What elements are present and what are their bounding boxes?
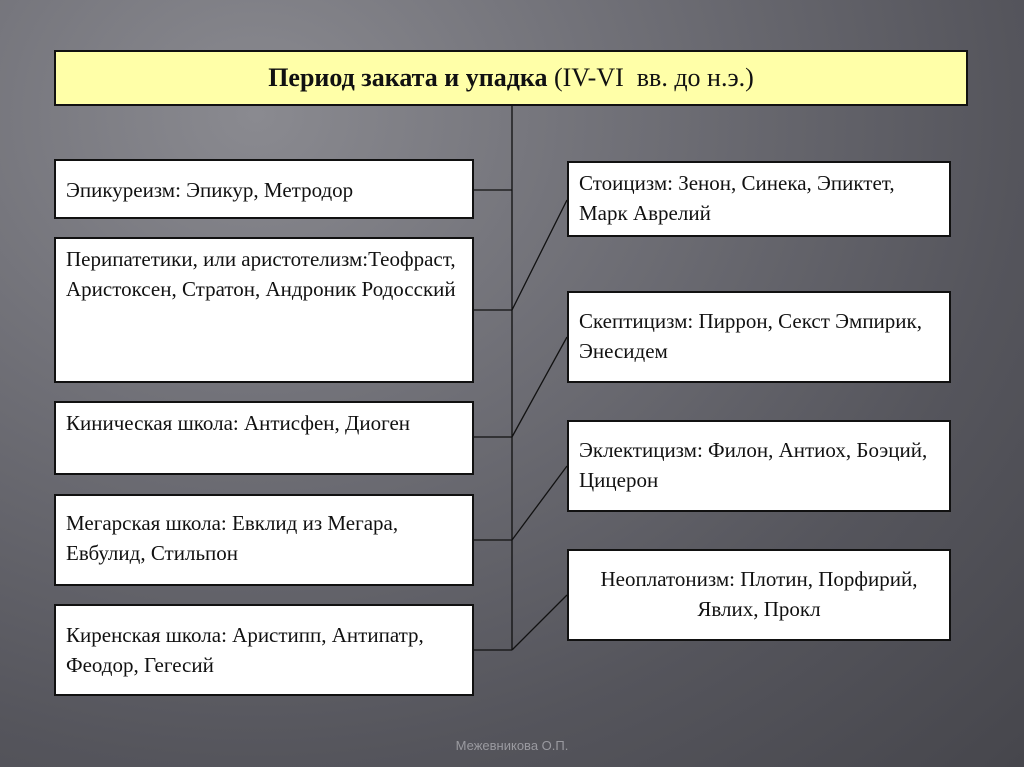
school-box-text: Мегарская школа: Евклид из Мегара, Евбулид, Стильпон xyxy=(66,511,399,565)
school-box-text: Неоплатонизм: Плотин, Порфирий, Явлих, Прокл xyxy=(600,567,918,621)
right-connector-3 xyxy=(512,466,567,540)
school-box-megarian xyxy=(54,494,474,586)
title-period: (IV-VI вв. до н.э.) xyxy=(547,63,754,92)
school-box-eclecticism xyxy=(567,420,951,512)
school-box-neoplatonism xyxy=(567,549,951,641)
school-box-text: Перипатетики, или аристотелизм:Теофраст, Аристоксен, Стратон, Андроник Родосский xyxy=(66,247,456,301)
right-connector-2 xyxy=(512,337,567,437)
school-box-skepticism xyxy=(567,291,951,383)
right-connector-1 xyxy=(512,200,567,310)
school-box-text: Эпикуреизм: Эпикур, Метродор xyxy=(66,178,354,202)
school-box-stoicism xyxy=(567,161,951,237)
school-box-text: Киническая школа: Антисфен, Диоген xyxy=(66,411,410,435)
school-box-text: Скептицизм: Пиррон, Секст Эмпирик, Энесидем xyxy=(579,309,922,363)
right-connector-4 xyxy=(512,595,567,650)
school-box-cynics xyxy=(54,401,474,475)
school-box-peripatetics xyxy=(54,237,474,383)
school-box-text: Стоицизм: Зенон, Синека, Эпиктет, Марк Аврелий xyxy=(579,171,895,225)
school-box-epicureanism xyxy=(54,159,474,219)
author-footer: Межевникова О.П. xyxy=(455,738,569,753)
title-bold: Период заката и упадка xyxy=(268,63,548,92)
school-box-text: Эклектицизм: Филон, Антиох, Боэций, Цицерон xyxy=(579,438,928,492)
school-box-cyrenaic xyxy=(54,604,474,696)
school-box-text: Киренская школа: Аристипп, Антипатр, Феодор, Гегесий xyxy=(66,623,424,677)
